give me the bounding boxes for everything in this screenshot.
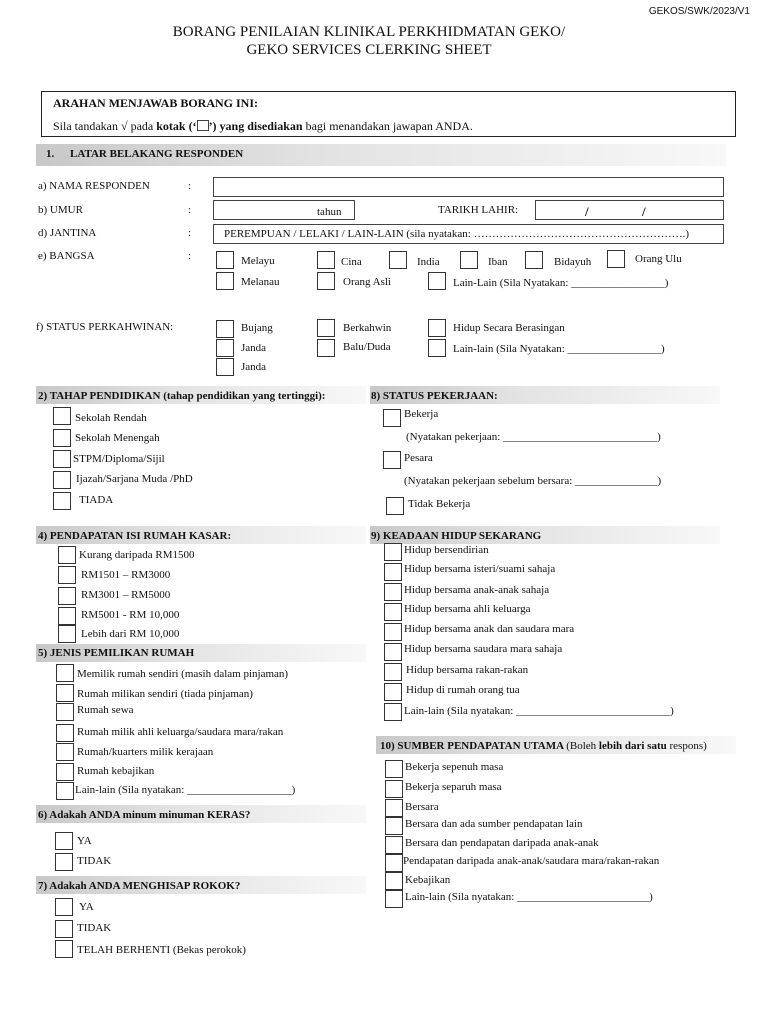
pendidikan-sekolah-menengah-checkbox[interactable] <box>53 429 71 447</box>
keras-tidak-checkbox[interactable] <box>55 853 73 871</box>
section10-title-mid: (Boleh <box>566 740 599 752</box>
bangsa-orang-ulu-checkbox[interactable] <box>607 250 625 268</box>
nama-input[interactable] <box>213 177 724 197</box>
sumber-kebajikan-label: Kebajikan <box>405 874 451 886</box>
rokok-ya-label: YA <box>79 901 94 913</box>
status-janda-checkbox[interactable] <box>216 339 234 357</box>
page-title-line1: BORANG PENILAIAN KLINIKAL PERKHIDMATAN GEKO/ <box>172 24 566 40</box>
jantina-label: d) JANTINA <box>38 227 97 239</box>
bangsa-cina-checkbox[interactable] <box>317 251 335 269</box>
keras-tidak-label: TIDAK <box>77 855 112 867</box>
bangsa-melayu-checkbox[interactable] <box>216 251 234 269</box>
tahun-label: tahun <box>317 206 342 218</box>
bangsa-india-label: India <box>417 256 440 268</box>
sumber-bersara-anak-label: Bersara dan pendapatan daripada anak-anak <box>405 837 599 849</box>
sumber-separuh-masa-label: Bekerja separuh masa <box>405 781 502 793</box>
pendidikan-tiada-checkbox[interactable] <box>53 492 71 510</box>
bangsa-iban-checkbox[interactable] <box>460 251 478 269</box>
hidup-anak-saudara-label: Hidup bersama anak dan saudara mara <box>404 623 575 635</box>
section2-title-rest: (tahap pendidikan yang tertinggi): <box>163 390 326 402</box>
hidup-rumah-orang-tua-checkbox[interactable] <box>384 683 402 701</box>
section10-title <box>380 740 707 752</box>
tarikh-separator-1: / <box>585 204 589 219</box>
hidup-saudara-mara-checkbox[interactable] <box>384 643 402 661</box>
section2-title-bold: 2) TAHAP PENDIDIKAN <box>38 390 164 402</box>
rumah-lain-checkbox[interactable] <box>56 782 74 800</box>
instructions-text-after: bagi menandakan jawapan ANDA. <box>302 119 473 133</box>
bangsa-orang-ulu-label: Orang Ulu <box>635 253 682 265</box>
bangsa-cina-label: Cina <box>341 256 362 268</box>
sumber-lain-checkbox[interactable] <box>385 890 403 908</box>
section1-number: 1. <box>46 148 55 160</box>
status-berasingan-checkbox[interactable] <box>428 319 446 337</box>
sumber-anak-saudara-checkbox[interactable] <box>385 854 403 872</box>
pendidikan-sekolah-rendah-label: Sekolah Rendah <box>75 412 147 424</box>
document-code: GEKOS/SWK/2023/V1 <box>648 6 750 17</box>
pekerjaan-sebelum-bersara-label: (Nyatakan pekerjaan sebelum bersara: _______________) <box>404 475 662 487</box>
bangsa-colon: : <box>188 250 192 262</box>
pendapatan-3001-5000-label: RM3001 – RM5000 <box>81 589 171 601</box>
pendapatan-1501-3000-label: RM1501 – RM3000 <box>81 569 171 581</box>
rokok-tidak-checkbox[interactable] <box>55 920 73 938</box>
pendidikan-ijazah-checkbox[interactable] <box>53 471 71 489</box>
section10-title-end: respons) <box>666 740 707 752</box>
status-balu-duda-checkbox[interactable] <box>317 339 335 357</box>
pekerjaan-nyatakan-label: (Nyatakan pekerjaan: ____________________________) <box>406 431 661 443</box>
umur-label: b) UMUR <box>38 204 83 216</box>
rumah-sewa-checkbox[interactable] <box>56 703 74 721</box>
hidup-rakan-label: Hidup bersama rakan-rakan <box>406 664 529 676</box>
status-berkahwin-checkbox[interactable] <box>317 319 335 337</box>
pekerjaan-pesara-label: Pesara <box>404 452 433 464</box>
bangsa-lain-label: Lain-Lain (Sila Nyatakan: _________________) <box>453 277 669 289</box>
sumber-bersara-label: Bersara <box>405 801 439 813</box>
hidup-anak-anak-label: Hidup bersama anak-anak sahaja <box>404 584 550 596</box>
bangsa-india-checkbox[interactable] <box>389 251 407 269</box>
bangsa-label: e) BANGSA <box>38 250 95 262</box>
hidup-rakan-checkbox[interactable] <box>384 663 402 681</box>
rumah-lain-label: Lain-lain (Sila nyatakan: ___________________) <box>75 784 296 796</box>
pendidikan-sekolah-rendah-checkbox[interactable] <box>53 407 71 425</box>
bangsa-melanau-label: Melanau <box>241 276 280 288</box>
page-title-line2: GEKO SERVICES CLERKING SHEET <box>246 42 492 58</box>
keras-ya-label: YA <box>77 835 92 847</box>
keras-ya-checkbox[interactable] <box>55 832 73 850</box>
rumah-sendiri-tiada-pinjaman-checkbox[interactable] <box>56 684 74 702</box>
status-berkahwin-label: Berkahwin <box>343 322 392 334</box>
section4-title: 4) PENDAPATAN ISI RUMAH KASAR: <box>38 530 232 542</box>
rumah-kebajikan-label: Rumah kebajikan <box>77 765 155 777</box>
pendidikan-stpm-label: STPM/Diploma/Sijil <box>73 453 165 465</box>
pendidikan-sekolah-menengah-label: Sekolah Menengah <box>75 432 160 444</box>
sumber-sepenuh-masa-label: Bekerja sepenuh masa <box>405 761 504 773</box>
pendidikan-ijazah-label: Ijazah/Sarjana Muda /PhD <box>76 473 193 485</box>
instructions-text-before: Sila tandakan √ pada <box>53 119 157 133</box>
tarikh-lahir-label: TARIKH LAHIR: <box>438 204 519 216</box>
rumah-keluarga-checkbox[interactable] <box>56 724 74 742</box>
sumber-anak-saudara-label: Pendapatan daripada anak-anak/saudara mara/rakan-rakan <box>403 855 660 867</box>
section9-title: 9) KEADAAN HIDUP SEKARANG <box>371 530 542 542</box>
sumber-kebajikan-checkbox[interactable] <box>385 872 403 890</box>
section10-title-bold2: lebih dari satu <box>598 740 667 752</box>
hidup-bersendirian-label: Hidup bersendirian <box>404 544 489 556</box>
jantina-colon: : <box>188 227 192 239</box>
status-janda-label: Janda <box>241 342 267 354</box>
status-balu-duda-label: Balu/Duda <box>343 341 391 353</box>
bangsa-orang-asli-checkbox[interactable] <box>317 272 335 290</box>
bangsa-bidayuh-checkbox[interactable] <box>525 251 543 269</box>
instructions-heading: ARAHAN MENJAWAB BORANG INI: <box>53 96 259 110</box>
pendapatan-5001-10000-label: RM5001 - RM 10,000 <box>81 609 180 621</box>
section6-title: 6) Adakah ANDA minum minuman KERAS? <box>38 809 251 821</box>
instructions-box <box>41 91 736 137</box>
rokok-tidak-label: TIDAK <box>77 922 112 934</box>
pendapatan-lebih-10000-checkbox[interactable] <box>58 625 76 643</box>
hidup-lain-label: Lain-lain (Sila nyatakan: ____________________________) <box>404 705 674 717</box>
section10-title-bold: 10) SUMBER PENDAPATAN UTAMA <box>380 740 567 752</box>
rumah-sendiri-pinjaman-checkbox[interactable] <box>56 664 74 682</box>
bangsa-lain-checkbox[interactable] <box>428 272 446 290</box>
nama-colon: : <box>188 180 192 192</box>
pendidikan-tiada-label: TIADA <box>79 494 114 506</box>
section2-title <box>38 390 325 402</box>
hidup-saudara-mara-label: Hidup bersama saudara mara sahaja <box>404 643 563 655</box>
rumah-kerajaan-checkbox[interactable] <box>56 743 74 761</box>
status-perkahwinan-label: f) STATUS PERKAHWINAN: <box>36 321 174 333</box>
section8-title: 8) STATUS PEKERJAAN: <box>371 390 498 402</box>
sumber-bersara-lain-label: Bersara dan ada sumber pendapatan lain <box>405 818 583 830</box>
section5-title: 5) JENIS PEMILIKAN RUMAH <box>38 647 195 659</box>
sample-checkbox-icon <box>197 120 209 131</box>
pekerjaan-bekerja-checkbox[interactable] <box>383 409 401 427</box>
section1-title: LATAR BELAKANG RESPONDEN <box>70 148 244 160</box>
section7-title: 7) Adakah ANDA MENGHISAP ROKOK? <box>38 880 241 892</box>
hidup-anak-saudara-checkbox[interactable] <box>384 623 402 641</box>
instructions-text-bold2: ’) yang disediakan <box>208 119 303 133</box>
rumah-sendiri-pinjaman-label: Memilik rumah sendiri (masih dalam pinjaman) <box>77 668 289 680</box>
status-lain-checkbox[interactable] <box>428 339 446 357</box>
sumber-separuh-masa-checkbox[interactable] <box>385 780 403 798</box>
pekerjaan-bekerja-label: Bekerja <box>404 408 439 420</box>
jantina-options: PEREMPUAN / LELAKI / LAIN-LAIN (sila nyatakan: ………………………………………………….) <box>224 228 690 240</box>
rumah-sendiri-tiada-pinjaman-label: Rumah milikan sendiri (tiada pinjaman) <box>77 688 253 700</box>
bangsa-bidayuh-label: Bidayuh <box>554 256 592 268</box>
umur-colon: : <box>188 204 192 216</box>
status-janda-2-checkbox[interactable] <box>216 358 234 376</box>
pendapatan-3001-5000-checkbox[interactable] <box>58 587 76 605</box>
hidup-isteri-suami-checkbox[interactable] <box>384 563 402 581</box>
pekerjaan-tidak-bekerja-checkbox[interactable] <box>386 497 404 515</box>
tarikh-lahir-input[interactable] <box>535 200 724 220</box>
hidup-lain-checkbox[interactable] <box>384 703 402 721</box>
pendapatan-1501-3000-checkbox[interactable] <box>58 566 76 584</box>
sumber-bersara-lain-checkbox[interactable] <box>385 817 403 835</box>
hidup-isteri-suami-label: Hidup bersama isteri/suami sahaja <box>404 563 556 575</box>
bangsa-iban-label: Iban <box>488 256 508 268</box>
hidup-ahli-keluarga-label: Hidup bersama ahli keluarga <box>404 603 531 615</box>
nama-label: a) NAMA RESPONDEN <box>38 180 150 192</box>
bangsa-melayu-label: Melayu <box>241 255 275 267</box>
bangsa-melanau-checkbox[interactable] <box>216 272 234 290</box>
pendapatan-kurang-1500-checkbox[interactable] <box>58 546 76 564</box>
hidup-bersendirian-checkbox[interactable] <box>384 543 402 561</box>
bangsa-orang-asli-label: Orang Asli <box>343 276 391 288</box>
status-berasingan-label: Hidup Secara Berasingan <box>453 322 565 334</box>
pendapatan-5001-10000-checkbox[interactable] <box>58 607 76 625</box>
hidup-rumah-orang-tua-label: Hidup di rumah orang tua <box>406 684 520 696</box>
rokok-berhenti-checkbox[interactable] <box>55 940 73 958</box>
status-bujang-checkbox[interactable] <box>216 320 234 338</box>
tarikh-separator-2: / <box>642 204 646 219</box>
rokok-ya-checkbox[interactable] <box>55 898 73 916</box>
status-janda-2-label: Janda <box>241 361 267 373</box>
rumah-keluarga-label: Rumah milik ahli keluarga/saudara mara/rakan <box>77 726 284 738</box>
pendapatan-lebih-10000-label: Lebih dari RM 10,000 <box>81 628 180 640</box>
pekerjaan-pesara-checkbox[interactable] <box>383 451 401 469</box>
instructions-text-bold: kotak (‘ <box>156 119 197 133</box>
pekerjaan-tidak-bekerja-label: Tidak Bekerja <box>408 498 471 510</box>
rumah-kebajikan-checkbox[interactable] <box>56 763 74 781</box>
sumber-lain-label: Lain-lain (Sila nyatakan: ________________________) <box>405 891 653 903</box>
hidup-anak-anak-checkbox[interactable] <box>384 583 402 601</box>
rumah-sewa-label: Rumah sewa <box>77 704 134 716</box>
pendidikan-stpm-checkbox[interactable] <box>53 450 71 468</box>
status-bujang-label: Bujang <box>241 322 273 334</box>
sumber-bersara-anak-checkbox[interactable] <box>385 836 403 854</box>
hidup-ahli-keluarga-checkbox[interactable] <box>384 603 402 621</box>
instructions-text <box>53 119 473 134</box>
sumber-sepenuh-masa-checkbox[interactable] <box>385 760 403 778</box>
pendapatan-kurang-1500-label: Kurang daripada RM1500 <box>79 549 195 561</box>
rokok-berhenti-label: TELAH BERHENTI (Bekas perokok) <box>77 944 246 956</box>
sumber-bersara-checkbox[interactable] <box>385 799 403 817</box>
status-lain-label: Lain-lain (Sila Nyatakan: _________________) <box>453 343 665 355</box>
rumah-kerajaan-label: Rumah/kuarters milik kerajaan <box>77 746 214 758</box>
